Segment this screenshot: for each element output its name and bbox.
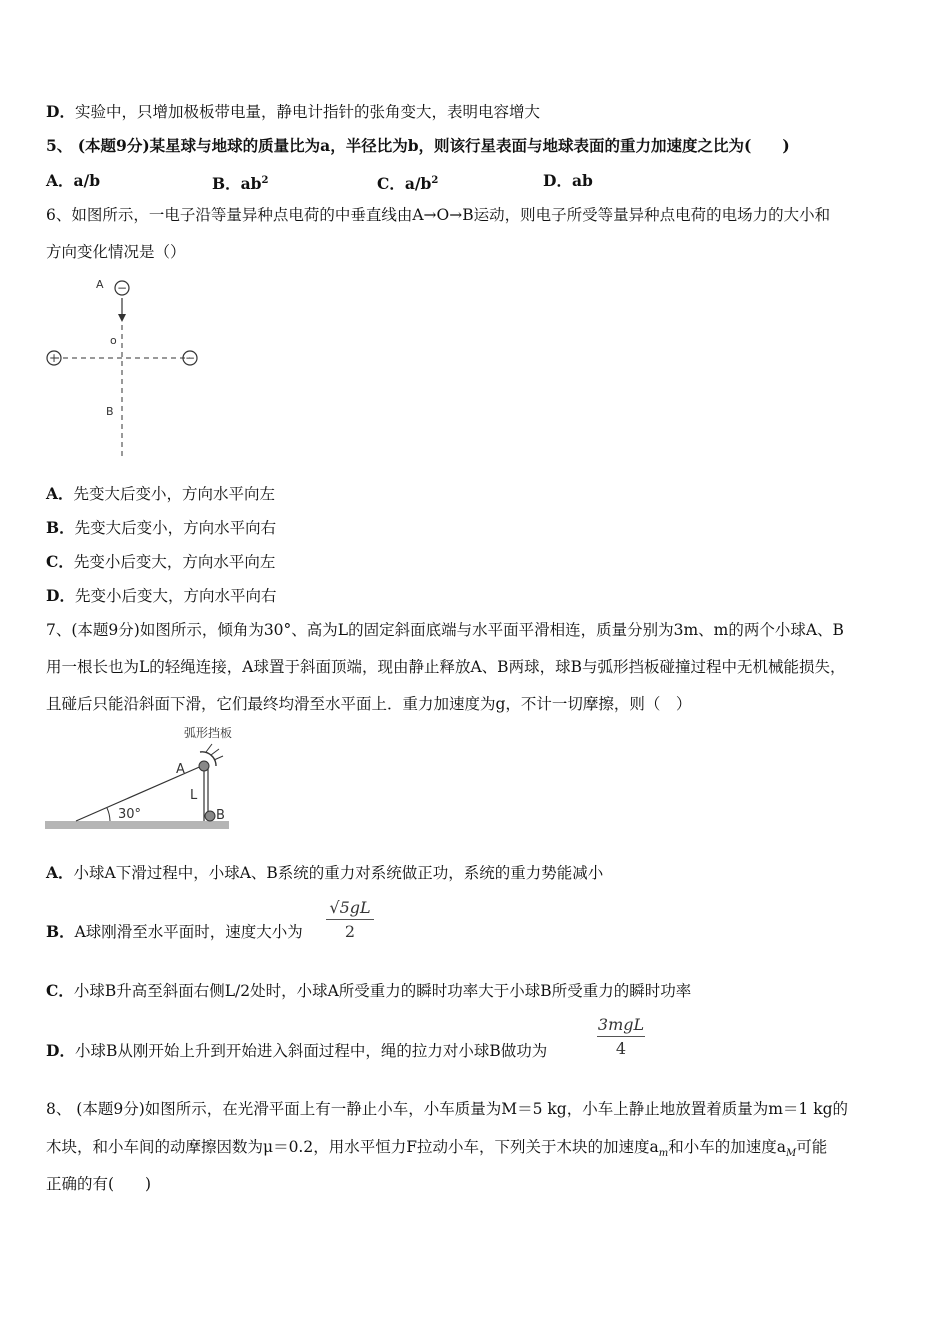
fraction-numerator: √5gL [329,898,371,917]
q7-option-b [46,921,303,943]
q7-option-d-fraction [597,1015,645,1058]
option-text: a/b [404,174,432,194]
option-text: 先变小后变大，方向水平向左 [73,553,276,571]
option-text: 小球A下滑过程中，小球A、B系统的重力对系统做正功，系统的重力势能减小 [73,864,604,882]
label-l: L [190,788,198,803]
q6-option-c [46,551,275,573]
q7-option-c [46,980,691,1002]
fraction-bar [326,919,374,920]
q7-stem-line1: 7、(本题9分)如图所示，倾角为30°、高为L的固定斜面底端与水平面平滑相连，质量分别为3m、m的两个小球A、B [46,621,844,639]
q7-option-d [46,1040,547,1062]
q8-stem-line1: 8、 (本题9分)如图所示，在光滑平面上有一静止小车，小车质量为M＝5 kg，小车上静止地放置着质量为m＝1 kg的 [46,1100,849,1118]
option-letter: C． [46,552,74,571]
option-letter: D． [543,171,572,190]
fraction-numerator: 3mgL [597,1015,645,1034]
option-letter: B． [46,922,75,941]
option-text: 先变小后变大，方向水平向右 [74,587,277,605]
q8-stem-line2 [46,1136,827,1165]
option-text: 先变大后变小，方向水平向左 [73,485,276,503]
q5-option-d [543,170,593,192]
q6-stem-line2: 方向变化情况是（） [46,243,186,261]
negative-sign: − [184,351,196,365]
q5-stem [46,135,790,157]
positive-sign: + [48,351,60,365]
q6-option-b [46,517,276,539]
option-letter: D． [46,1041,75,1060]
q7-option-a [46,862,603,884]
option-letter: A． [46,171,74,190]
q8-subscript: M [785,1148,797,1160]
option-text: ab [571,171,593,190]
option-text: 小球B升高至斜面右侧L/2处时，小球A所受重力的瞬时功率大于小球B所受重力的瞬时功率 [73,982,692,1000]
q5-number: 5、 [46,136,73,155]
option-text: 小球B从刚开始上升到开始进入斜面过程中，绳的拉力对小球B做功为 [74,1042,548,1060]
q6-option-a [46,483,275,505]
ground [45,821,229,829]
option-letter: B． [46,518,75,537]
baffle-hatch [206,744,212,752]
q6-figure [40,270,220,465]
q5-option-c [377,170,438,195]
option-text: a/b [73,171,101,190]
option-text: ab [240,174,262,194]
baffle-hatch [214,756,223,760]
q6-option-d [46,585,276,607]
fraction-denominator: 4 [615,1039,627,1058]
q8-text: 木块，和小车间的动摩擦因数为μ＝0.2，用水平恒力F拉动小车，下列关于木块的加速度a [46,1138,659,1156]
q7-option-b-fraction [326,898,374,941]
electron-sign: − [116,281,128,295]
angle-label: 30° [118,807,142,822]
label-a: A [176,762,185,777]
option-superscript: 2 [261,175,269,186]
q8-subscript: m [658,1148,669,1160]
ball-a [199,761,209,771]
option-letter: A． [46,484,74,503]
q5-option-a [46,170,100,192]
motion-arrow-head [118,314,126,322]
option-letter: C． [46,981,74,1000]
q5-text: 某星球与地球的质量比为a，半径比为b，则该行星表面与地球表面的重力加速度之比为( ) [149,136,790,155]
q7-figure [44,722,244,834]
label-b: B [216,808,225,823]
q5-tag: (本题9分) [77,136,150,155]
option-letter: D． [46,102,75,121]
q6-stem-line1: 6、如图所示，一电子沿等量异种点电荷的中垂直线由A→O→B运动，则电子所受等量异种点电荷的电场力的大小和 [46,206,831,224]
q4-option-d [46,101,540,123]
q8-stem-line3: 正确的有( ) [46,1175,152,1193]
baffle-label: 弧形挡板 [184,726,233,740]
ball-b [205,811,215,821]
q7-stem-line3: 且碰后只能沿斜面下滑，它们最终均滑至水平面上．重力加速度为g，不计一切摩擦，则（ ） [46,695,692,713]
label-b: B [106,405,114,418]
option-text: 先变大后变小，方向水平向右 [74,519,277,537]
q8-text: 和小车的加速度a [668,1138,786,1156]
option-letter: C． [377,174,405,194]
label-a: A [96,278,104,291]
q5-option-b [212,170,268,195]
option-superscript: 2 [431,175,439,186]
fraction-denominator: 2 [344,922,356,941]
option-letter: B． [212,174,241,194]
fraction-bar [597,1036,645,1037]
option-text: 实验中，只增加极板带电量，静电计指针的张角变大，表明电容增大 [74,103,540,121]
label-o: o [110,334,117,347]
option-text: A球刚滑至水平面时，速度大小为 [74,923,303,941]
baffle-hatch [211,749,219,755]
q7-stem-line2: 用一根长也为L的轻绳连接，A球置于斜面顶端，现由静止释放A、B两球，球B与弧形挡板碰撞过程中无机械能损失， [46,658,846,676]
option-letter: A． [46,863,74,882]
angle-arc [107,808,110,821]
option-letter: D． [46,586,75,605]
q8-text: 可能 [796,1138,828,1156]
